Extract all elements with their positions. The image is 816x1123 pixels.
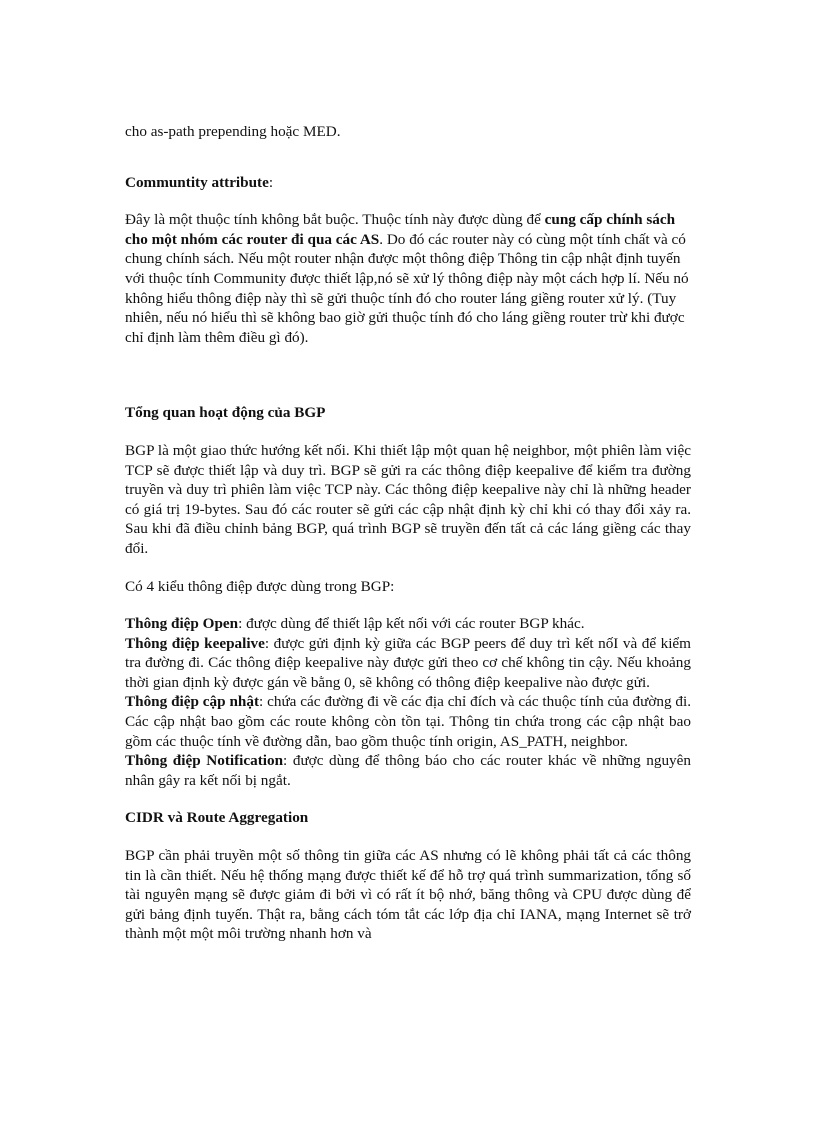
community-heading-colon: : [268, 173, 274, 191]
message-keepalive [125, 634, 691, 693]
message-open-text: : được dùng để thiết lập kết nối với các router BGP khác. [238, 615, 585, 633]
message-keepalive-text: : được gửi định kỳ giữa các BGP peers để duy trì kết nốI và để kiểm tra đường đi. Các thông điệp keepalive này được gửi theo cơ chế không tin cậy. Nếu khoảng thời gian định kỳ được gán về bằng 0, sẽ không có thông điệp keepalive nào được gửi. [125, 634, 691, 691]
overview-paragraph: BGP là một giao thức hướng kết nối. Khi thiết lập một quan hệ neighbor, một phiên làm việc TCP sẽ được thiết lập và duy trì. BGP sẽ gửi ra các thông điệp keepalive để kiểm tra đường truyền và duy trì phiên làm việc TCP này. Các thông điệp keepalive này chỉ là những header có giá trị 19-bytes. Sau đó các router sẽ gửi các cập nhật định kỳ chỉ khi có thay đổi xảy ra. Sau khi đã điều chỉnh bảng BGP, quá trình BGP sẽ truyền đến tất cả các láng giềng các thay đổi. [125, 441, 691, 557]
message-update-text: : chứa các đường đi về các địa chỉ đích và các thuộc tính của đường đi. Các cập nhật bao gồm các route không còn tồn tại. Thông tin chứa trong các cập nhật bao gồm các thuộc tính về đường dẫn, bao gồm thuộc tính origin, AS_PATH, neighbor. [125, 693, 692, 750]
overview-heading: Tổng quan hoạt động của BGP [125, 404, 326, 422]
message-types-list [125, 614, 691, 790]
document-page [125, 122, 691, 944]
community-heading [125, 173, 691, 193]
message-update [125, 692, 691, 751]
message-notification [125, 751, 691, 790]
community-paragraph-end: . Do đó các router này có cùng một tính chất và có chung chính sách. Nếu một router nhận được một thông điệp Thông tin cập nhật định tuyến với thuộc tính Community được thiết lập,nó sẽ xử lý thông điệp này một cách hợp lí. Nếu nó không hiểu thông điệp này thì sẽ gửi thuộc tính đó cho router láng giềng router xử lý. (Tuy nhiên, nếu nó hiểu thì sẽ không bao giờ gửi thuộc tính đó cho láng giềng router trừ khi được chỉ định làm thêm điều gì đó). [125, 230, 689, 346]
message-types-intro: Có 4 kiểu thông điệp được dùng trong BGP: [125, 577, 395, 595]
message-update-label: Thông điệp cập nhật [125, 693, 260, 711]
message-open-label: Thông điệp Open [125, 615, 239, 633]
community-paragraph-emphasis: cung cấp chính sách cho một nhóm các router đi qua các AS [125, 211, 676, 248]
community-paragraph [125, 210, 691, 347]
message-open [125, 614, 691, 634]
cidr-paragraph: BGP cần phải truyền một số thông tin giữa các AS nhưng có lẽ không phải tất cả các thông tin là cần thiết. Nếu hệ thống mạng được thiết kế để hỗ trợ quá trình summarization, tổng số tài nguyên mạng sẽ được giảm đi bởi vì có rất ít bộ nhớ, băng thông và CPU được dùng để gửi bảng định tuyến. Thật ra, bằng cách tóm tắt các lớp địa chỉ IANA, mạng Internet sẽ trở thành một một môi trường nhanh hơn và [125, 847, 691, 943]
intro-line: cho as-path prepending hoặc MED. [125, 123, 341, 140]
message-notification-label: Thông điệp Notification [125, 752, 284, 770]
message-notification-text: : được dùng để thông báo cho các router khác về những nguyên nhân gây ra kết nối bị ngắt. [125, 752, 691, 789]
community-heading-text: Communtity attribute [125, 173, 269, 191]
message-keepalive-label: Thông điệp keepalive [125, 634, 265, 652]
community-paragraph-start: Đây là một thuộc tính không bắt buộc. Thuộc tính này được dùng để [125, 211, 545, 229]
cidr-heading: CIDR và Route Aggregation [125, 809, 309, 827]
